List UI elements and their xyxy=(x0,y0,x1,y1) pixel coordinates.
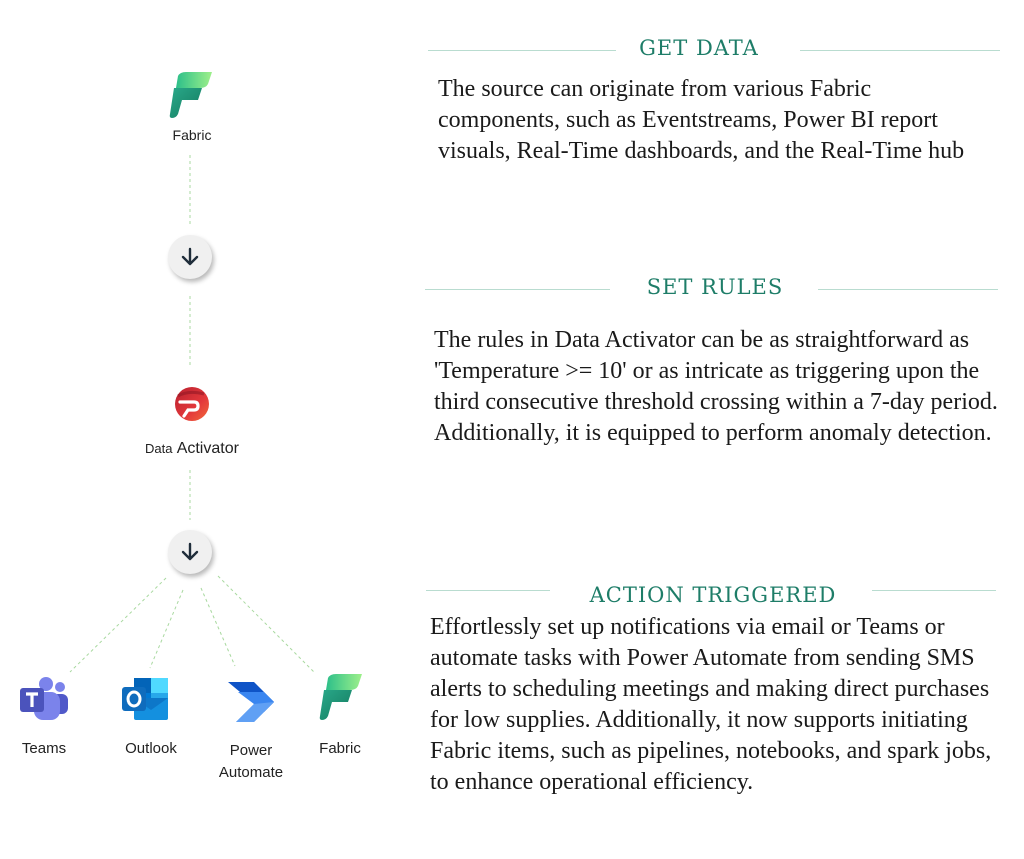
fabric-target-node xyxy=(318,672,364,722)
section-body: Effortlessly set up notifications via email or Teams or automate tasks with Power Automate from sending SMS alerts to scheduling meetings and making direct purchases for low supplies. Additionally, it now supports initiating Fabric items, such as pipelines, notebooks, and spark jobs, to enhance operational efficiency. xyxy=(430,614,992,795)
divider-left xyxy=(428,50,616,51)
arrow-down-icon xyxy=(180,247,200,267)
fabric-source-label: Fabric xyxy=(172,127,212,143)
flow-arrow-2 xyxy=(168,530,212,574)
divider-right xyxy=(800,50,1000,51)
divider-right xyxy=(818,289,998,290)
divider-left xyxy=(426,590,550,591)
teams-node xyxy=(18,676,70,722)
data-activator-label: Data Activator xyxy=(145,440,239,457)
outlook-icon xyxy=(120,676,172,722)
section-title: SET RULES xyxy=(646,275,784,299)
arrow-down-icon xyxy=(180,542,200,562)
fabric-source-node xyxy=(168,70,214,120)
fabric-icon xyxy=(318,672,364,722)
outlook-label: Outlook xyxy=(125,740,177,757)
divider-right xyxy=(872,590,996,591)
fabric-target-label: Fabric xyxy=(319,740,361,757)
section-body: The source can originate from various Fabric components, such as Eventstreams, Power BI report visuals, Real-Time dashboards, and the Real-Time hub xyxy=(438,76,965,164)
power-automate-node xyxy=(226,680,278,722)
teams-label: Teams xyxy=(21,740,67,757)
section-title: ACTION TRIGGERED xyxy=(589,583,837,607)
divider-left xyxy=(425,289,610,290)
power-automate-icon xyxy=(226,680,278,722)
fabric-icon xyxy=(168,70,214,120)
outlook-node xyxy=(120,676,172,722)
teams-icon xyxy=(18,676,70,722)
data-activator-node xyxy=(174,386,210,422)
data-activator-icon xyxy=(174,386,210,422)
flow-arrow-1 xyxy=(168,235,212,279)
section-body: The rules in Data Activator can be as straightforward as 'Temperature >= 10' or as intricate as triggering upon the third consecutive threshold crossing within a 7-day period. Additionally, it is equipped to perform anomaly detection. xyxy=(434,327,998,446)
section-title: GET DATA xyxy=(639,36,759,60)
power-automate-label: Power Automate xyxy=(218,742,284,781)
